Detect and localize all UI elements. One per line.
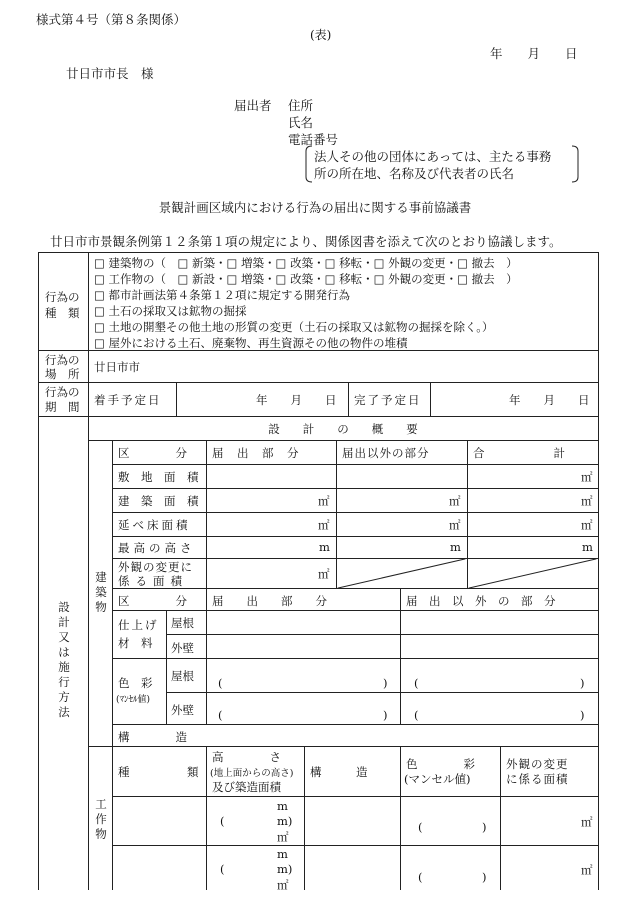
row1-height-unit[interactable]: m (277, 799, 288, 813)
row1-height-paren-open[interactable]: ( (220, 814, 225, 828)
row2-exterior-unit[interactable]: ㎡ (581, 863, 593, 877)
exterior-header-2: に係る面積 (506, 772, 569, 786)
exterior-header-1: 外観の変更 (506, 757, 569, 771)
color-label: 色 彩 (118, 676, 153, 690)
start-date-field[interactable]: 年 月 日 (256, 393, 337, 407)
act-option-land-change[interactable]: □ 土地の開墾その他土地の形質の変更（土石の採取又は鉱物の掘採を除く。） (94, 320, 494, 334)
roof-color-notified-close[interactable]: ) (383, 676, 388, 690)
other-part-header: 届出以外の部分 (342, 446, 430, 460)
row2-height-unit[interactable]: m (277, 847, 288, 861)
act-option-development[interactable]: □ 都市計画法第４条第１２項に規定する開発行為 (94, 288, 351, 302)
max-height-total-unit[interactable]: m (582, 540, 593, 554)
floor-area-notified-unit[interactable]: ㎡ (318, 518, 330, 532)
structure-build-header: 構 造 (310, 765, 368, 779)
row1-area-unit[interactable]: ㎡ (277, 830, 289, 844)
floor-area-total-unit[interactable]: ㎡ (581, 518, 593, 532)
wall-color-other-close[interactable]: ) (580, 708, 585, 722)
address-label: 住所 (288, 98, 314, 113)
corporate-note-line1: 法人その他の団体にあっては、主たる事務 (314, 149, 552, 164)
row1-height-paren-unit[interactable]: m) (277, 814, 293, 828)
side-indicator: (表) (310, 28, 332, 42)
start-date-label: 着手予定日 (94, 393, 162, 407)
phone-label: 電話番号 (288, 132, 339, 147)
applicant-label: 届出者 (234, 98, 272, 113)
total-header: 合 計 (473, 446, 565, 460)
site-area-total-unit[interactable]: ㎡ (581, 470, 593, 484)
building-area-total-unit[interactable]: ㎡ (581, 494, 593, 508)
building-area-other-unit[interactable]: ㎡ (449, 494, 461, 508)
exterior-area-label-2: 係る面積 (118, 574, 188, 588)
addressee: 廿日市市長 様 (66, 66, 154, 81)
row2-area-unit[interactable]: ㎡ (277, 878, 289, 892)
max-height-other-unit[interactable]: m (450, 540, 461, 554)
location-label-bottom: 場 所 (45, 367, 80, 381)
exterior-area-label-1: 外観の変更に (118, 560, 193, 574)
structure-type-header: 種 類 (118, 765, 199, 779)
building-area-notified-unit[interactable]: ㎡ (318, 494, 330, 508)
period-label-bottom: 期 間 (45, 400, 80, 414)
finish-wall-label: 外壁 (171, 641, 194, 655)
intro-text: 廿日市市景観条例第１２条第１項の規定により、関係図書を添えて次のとおり協議します。 (50, 234, 562, 249)
end-date-label: 完了予定日 (354, 393, 422, 407)
right-bracket-icon (570, 145, 582, 183)
row2-height-paren-open[interactable]: ( (220, 862, 225, 876)
wall-color-other-open[interactable]: ( (414, 708, 419, 722)
location-value[interactable]: 廿日市市 (94, 360, 140, 374)
submission-date: 年 月 日 (490, 46, 578, 61)
color-wall-label: 外壁 (171, 703, 194, 717)
row2-color-open[interactable]: ( (418, 870, 423, 884)
act-type-label-bottom: 種 類 (45, 306, 80, 320)
munsell-label: (ﾏﾝｾﾙ値) (116, 695, 151, 705)
form-number: 様式第４号（第８条関係） (36, 12, 187, 27)
max-height-label: 最高の高さ (118, 541, 196, 555)
height-header-3: 及び築造面積 (212, 780, 281, 794)
row2-height-paren-unit[interactable]: m) (277, 862, 293, 876)
other-part-header-2: 届 出 以 外 の 部 分 (406, 594, 556, 608)
wall-color-notified-close[interactable]: ) (383, 708, 388, 722)
row1-color-close[interactable]: ) (482, 820, 487, 834)
finish-roof-label: 屋根 (171, 616, 194, 630)
kubun-header: 区 分 (118, 446, 187, 460)
kubun-header-2: 区 分 (118, 594, 187, 608)
act-option-structure[interactable]: □ 工作物の（ □ 新設・□ 増築・□ 改築・□ 移転・□ 外観の変更・□ 撤去 ） (94, 272, 518, 286)
max-height-notified-unit[interactable]: m (319, 540, 330, 554)
period-label-top: 行為の (45, 385, 80, 399)
design-side-label: 設 計 又 は 施 行 方 法 (58, 600, 70, 719)
name-label: 氏名 (288, 115, 314, 130)
left-bracket-icon (302, 145, 314, 183)
color-header-2: (マンセル値) (404, 772, 471, 786)
structures-label: 工 作 物 (95, 797, 107, 841)
finish-label-1: 仕上げ (118, 618, 159, 632)
overview-header: 設 計 の 概 要 (268, 422, 418, 436)
roof-color-notified-open[interactable]: ( (218, 676, 223, 690)
color-header-1: 色 彩 (406, 757, 475, 771)
color-roof-label: 屋根 (171, 669, 194, 683)
row2-color-close[interactable]: ) (482, 870, 487, 884)
building-area-label: 建 築 面 積 (118, 494, 199, 508)
end-date-field[interactable]: 年 月 日 (509, 393, 590, 407)
act-option-stockpile[interactable]: □ 屋外における土石、廃棄物、再生資源その他の物件の堆積 (94, 336, 408, 350)
floor-area-label: 延べ床面積 (118, 518, 191, 532)
floor-area-other-unit[interactable]: ㎡ (449, 518, 461, 532)
roof-color-other-close[interactable]: ) (580, 676, 585, 690)
notified-part-header: 届 出 部 分 (212, 446, 300, 460)
height-header-2: (地上面からの高さ) (210, 768, 294, 779)
row1-exterior-unit[interactable]: ㎡ (581, 815, 593, 829)
act-type-label-top: 行為の (45, 290, 80, 304)
act-option-building[interactable]: □ 建築物の（ □ 新築・□ 増築・□ 改築・□ 移転・□ 外観の変更・□ 撤去 ） (94, 256, 518, 270)
exterior-area-unit[interactable]: ㎡ (318, 567, 330, 581)
row1-color-open[interactable]: ( (418, 820, 423, 834)
roof-color-other-open[interactable]: ( (414, 676, 419, 690)
wall-color-notified-open[interactable]: ( (218, 708, 223, 722)
location-label-top: 行為の (45, 353, 80, 367)
document-title: 景観計画区域内における行為の届出に関する事前協議書 (158, 200, 472, 215)
finish-label-2: 材 料 (118, 636, 153, 650)
act-option-mining[interactable]: □ 土石の採取又は鉱物の掘採 (94, 304, 247, 318)
building-label: 建 築 物 (95, 570, 107, 614)
notified-part-header-2: 届 出 部 分 (212, 594, 327, 608)
site-area-label: 敷 地 面 積 (118, 470, 199, 484)
structure-label: 構 造 (118, 730, 187, 744)
corporate-note-line2: 所の所在地、名称及び代表者の氏名 (314, 166, 515, 181)
height-header-1: 高 さ (212, 750, 281, 764)
